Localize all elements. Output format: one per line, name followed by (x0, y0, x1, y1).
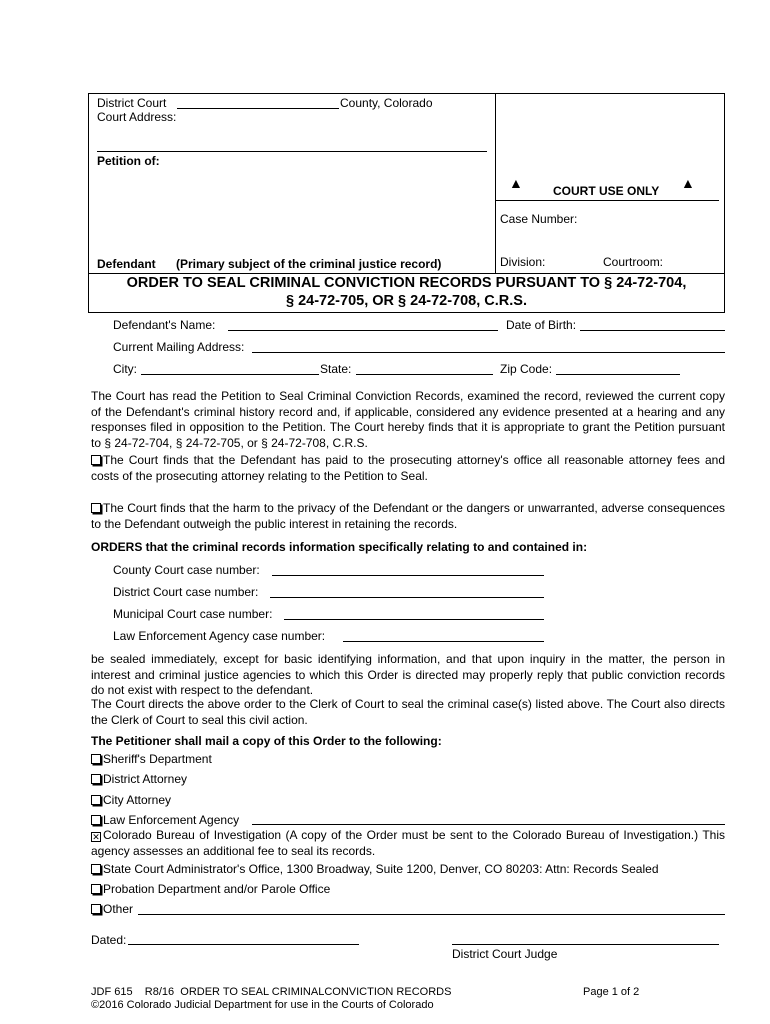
state-field[interactable] (356, 374, 493, 375)
recipient-law-enforcement (91, 813, 239, 827)
finding-fees (91, 453, 725, 484)
finding-fees-text: The Court finds that the Defendant has paid to the prosecuting attorney's office all reasonable attorney fees and costs of the prosecuting attorney relating to the Petition to Seal. (91, 453, 725, 483)
city-label: City: (113, 362, 137, 376)
sheriff-label: Sheriff's Department (103, 752, 212, 766)
sca-label: State Court Administrator's Office, 1300 Broadway, Suite 1200, Denver, CO 80203: Attn: Records Sealed (103, 862, 659, 876)
county-case-field[interactable] (272, 575, 544, 576)
judge-signature-line[interactable] (452, 944, 719, 945)
caption-divider (495, 93, 496, 274)
city-attorney-checkbox[interactable] (91, 795, 101, 805)
court-use-divider (496, 200, 719, 201)
title-line-2: § 24-72-705, OR § 24-72-708, C.R.S. (286, 293, 527, 309)
triangle-up-icon-right: ▲ (681, 175, 695, 191)
law-case-label: Law Enforcement Agency case number: (113, 629, 326, 643)
municipal-case-field[interactable] (284, 619, 544, 620)
defendant-label: Defendant (97, 257, 156, 271)
defendant-name-field[interactable] (228, 330, 498, 331)
judge-label: District Court Judge (452, 947, 558, 961)
recipient-city-attorney (91, 793, 171, 807)
orders-heading: ORDERS that the criminal records information specifically relating to and contained in: (91, 540, 588, 554)
recipient-cbi (91, 828, 725, 859)
finding-fees-checkbox[interactable] (91, 455, 101, 465)
page-number: Page 1 of 2 (583, 986, 640, 998)
case-number-label: Case Number: (500, 212, 578, 226)
dob-field[interactable] (580, 330, 725, 331)
finding-harm-text: The Court finds that the harm to the privacy of the Defendant or the dangers or unwarranted, adverse consequences to the Defendant outweigh the public interest in retaining the records. (91, 501, 725, 531)
title-line-1: ORDER TO SEAL CRIMINAL CONVICTION RECORDS PURSUANT TO § 24-72-704, (126, 275, 687, 291)
mailing-address-field[interactable] (252, 352, 725, 353)
law-enforcement-field[interactable] (252, 824, 725, 825)
order-title (88, 274, 725, 310)
mailing-address-label: Current Mailing Address: (113, 340, 245, 354)
recipient-sca (91, 862, 659, 876)
district-court-label: District Court (97, 96, 167, 110)
courtroom-label: Courtroom: (603, 255, 664, 269)
court-address-field[interactable] (97, 151, 487, 152)
municipal-case-label: Municipal Court case number: (113, 607, 273, 621)
other-checkbox[interactable] (91, 904, 101, 914)
probation-checkbox[interactable] (91, 884, 101, 894)
division-label: Division: (500, 255, 546, 269)
dob-label: Date of Birth: (506, 318, 577, 332)
sheriff-checkbox[interactable] (91, 754, 101, 764)
cbi-checkbox-checked[interactable]: ✕ (92, 832, 100, 842)
form-id: JDF 615 R8/16 ORDER TO SEAL CRIMINALCONVICTION RECORDS (91, 986, 452, 998)
court-use-only-label: COURT USE ONLY (553, 184, 660, 198)
finding-harm-checkbox[interactable] (91, 503, 101, 513)
triangle-up-icon: ▲ (509, 175, 523, 191)
finding-harm (91, 501, 725, 532)
recipient-da (91, 772, 187, 786)
law-enforcement-checkbox[interactable] (91, 815, 101, 825)
sca-checkbox[interactable] (91, 864, 101, 874)
law-enforcement-label: Law Enforcement Agency (103, 813, 240, 827)
defendant-note: (Primary subject of the criminal justice record) (176, 257, 442, 271)
recipient-other (91, 902, 133, 916)
county-label: County, Colorado (340, 96, 433, 110)
copyright: ©2016 Colorado Judicial Department for use in the Courts of Colorado (91, 999, 434, 1011)
dated-field[interactable] (128, 944, 359, 945)
petition-of-label: Petition of: (97, 154, 160, 168)
district-case-field[interactable] (270, 597, 544, 598)
intro-paragraph: The Court has read the Petition to Seal Criminal Conviction Records, examined the record, reviewed the current copy of the Defendant's criminal history record and, if applicable, considered any evidence presented at a hearing and any responses filed in opposition to the Petition. The Court hereby finds that it is appropriate to grant the Petition pursuant to § 24-72-704, § 24-72-705, or § 24-72-708, C.R.S. (91, 389, 725, 450)
district-case-label: District Court case number: (113, 585, 259, 599)
defendant-name-label: Defendant's Name: (113, 318, 216, 332)
zip-field[interactable] (556, 374, 680, 375)
other-label: Other (103, 902, 134, 916)
law-case-field[interactable] (343, 641, 544, 642)
clerk-paragraph: The Court directs the above order to the Clerk of Court to seal the criminal case(s) listed above. The Court also directs the Clerk of Court to seal this civil action. (91, 697, 725, 727)
recipient-probation (91, 882, 330, 896)
zip-label: Zip Code: (500, 362, 553, 376)
court-address-label: Court Address: (97, 110, 177, 124)
probation-label: Probation Department and/or Parole Office (103, 882, 331, 896)
recipient-sheriff (91, 752, 212, 766)
city-attorney-label: City Attorney (103, 793, 172, 807)
city-field[interactable] (141, 374, 319, 375)
sealed-paragraph: be sealed immediately, except for basic identifying information, and that upon inquiry in the matter, the person in interest and criminal justice agencies to which this Order is directed may properly reply that public conviction records do not exist with respect to the defendant. (91, 652, 725, 697)
mail-heading: The Petitioner shall mail a copy of this Order to the following: (91, 734, 442, 748)
cbi-label: Colorado Bureau of Investigation (A copy of the Order must be sent to the Colorado Bureau of Investigation.) This agency assesses an additional fee to seal its records. (91, 828, 725, 858)
county-name-field[interactable] (177, 108, 339, 109)
dated-label: Dated: (91, 933, 127, 947)
county-case-label: County Court case number: (113, 563, 260, 577)
other-field[interactable] (138, 914, 725, 915)
da-label: District Attorney (103, 772, 188, 786)
da-checkbox[interactable] (91, 774, 101, 784)
state-label: State: (320, 362, 352, 376)
